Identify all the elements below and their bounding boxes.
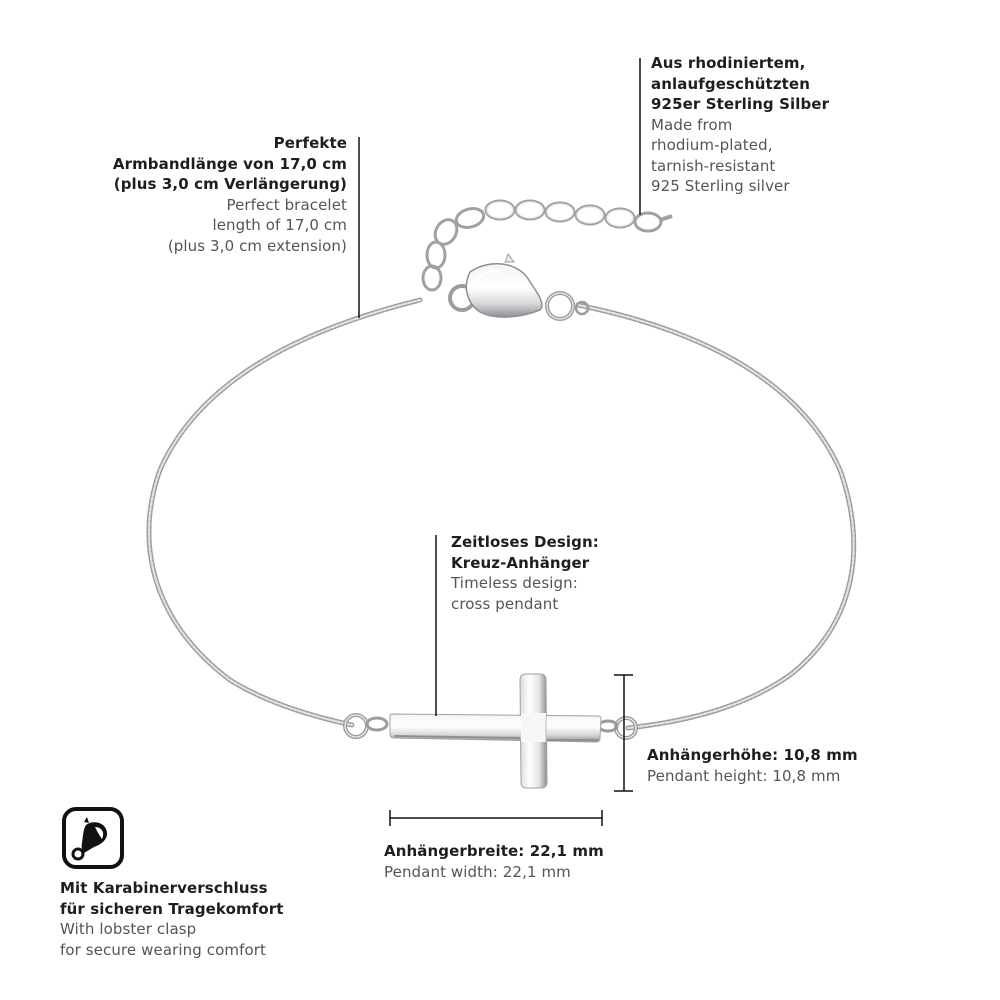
length-de-line-3: (plus 3,0 cm Verlängerung) — [113, 175, 347, 193]
pendant-height-annotation — [647, 745, 858, 786]
width-de: Anhängerbreite: 22,1 mm — [384, 842, 604, 860]
material-en-line-2: rhodium-plated, — [651, 136, 773, 154]
material-de-line-1: Aus rhodiniertem, — [651, 54, 806, 72]
width-en: Pendant width: 22,1 mm — [384, 862, 571, 881]
cross-pendant — [390, 674, 601, 788]
lobster-clasp — [450, 254, 588, 319]
clasp-de-line-1: Mit Karabinerverschluss — [60, 879, 268, 897]
length-en-line-2: length of 17,0 cm — [212, 216, 347, 234]
design-de-line-1: Zeitloses Design: — [451, 533, 599, 551]
material-en-line-3: tarnish-resistant — [651, 156, 776, 175]
material-annotation — [651, 53, 829, 197]
design-en-line-2: cross pendant — [451, 594, 559, 613]
length-en-line-3: (plus 3,0 cm extension) — [167, 236, 347, 255]
material-en-line-4: 925 Sterling silver — [651, 177, 790, 195]
material-de-line-3: 925er Sterling Silber — [651, 95, 830, 113]
length-de-line-1: Perfekte — [273, 134, 347, 152]
length-en-line-1: Perfect bracelet — [226, 195, 347, 214]
height-en: Pendant height: 10,8 mm — [647, 766, 841, 785]
height-de: Anhängerhöhe: 10,8 mm — [647, 746, 858, 764]
length-annotation — [113, 133, 347, 256]
pendant-width-annotation — [384, 841, 604, 882]
clasp-en-line-2: for secure wearing comfort — [60, 940, 266, 959]
chain — [149, 300, 854, 728]
design-annotation — [451, 532, 599, 614]
dimension-lines — [359, 58, 640, 826]
material-de-line-2: anlaufgeschützten — [651, 74, 810, 93]
clasp-en-line-1: With lobster clasp — [60, 920, 197, 938]
length-de-line-2: Armbandlänge von 17,0 cm — [112, 154, 347, 173]
clasp-de-line-2: für sicheren Tragekomfort — [60, 899, 284, 918]
material-en-line-1: Made from — [651, 115, 733, 134]
design-de-line-2: Kreuz-Anhänger — [451, 553, 590, 572]
clasp-annotation — [60, 878, 284, 960]
design-en-line-1: Timeless design: — [451, 574, 578, 592]
lobster-clasp-icon — [62, 807, 124, 869]
